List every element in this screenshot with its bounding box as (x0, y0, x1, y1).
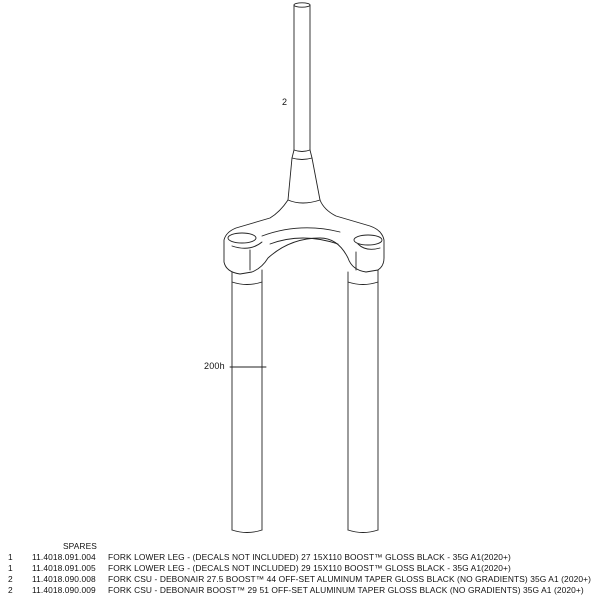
spares-part-number: 11.4018.091.005 (32, 563, 96, 573)
callout-steerer: 2 (282, 97, 288, 107)
spares-qty: 1 (8, 563, 13, 573)
crown (224, 200, 384, 274)
left-upper-tube (230, 270, 266, 533)
spares-row (6, 563, 596, 574)
spares-part-number: 11.4018.090.008 (32, 574, 96, 584)
spares-description: FORK CSU - DEBONAIR 27.5 BOOST™ 44 OFF-SET ALUMINUM TAPER GLOSS BLACK (NO GRADIENTS) 35G A1 (2020+) (108, 574, 591, 584)
spares-part-number: 11.4018.090.009 (32, 585, 96, 595)
spares-qty: 1 (8, 552, 13, 562)
steerer-tube (288, 3, 320, 200)
callout-legs: 200h (204, 361, 225, 371)
spares-title: SPARES (63, 541, 97, 551)
spares-row (6, 574, 596, 585)
spares-description: FORK CSU - DEBONAIR BOOST™ 29 51 OFF-SET ALUMINUM TAPER GLOSS BLACK (NO GRADIENTS) 35G A1 (2020+) (108, 585, 584, 595)
spares-row (6, 552, 596, 563)
spares-description: FORK LOWER LEG - (DECALS NOT INCLUDED) 29 15X110 BOOST™ GLOSS BLACK - 35G A1(2020+) (108, 563, 511, 573)
spares-description: FORK LOWER LEG - (DECALS NOT INCLUDED) 27 15X110 BOOST™ GLOSS BLACK - 35G A1(2020+) (108, 552, 511, 562)
right-upper-tube (348, 270, 378, 533)
spares-qty: 2 (8, 574, 13, 584)
spares-qty: 2 (8, 585, 13, 595)
spares-row (6, 585, 596, 596)
spares-part-number: 11.4018.091.004 (32, 552, 96, 562)
